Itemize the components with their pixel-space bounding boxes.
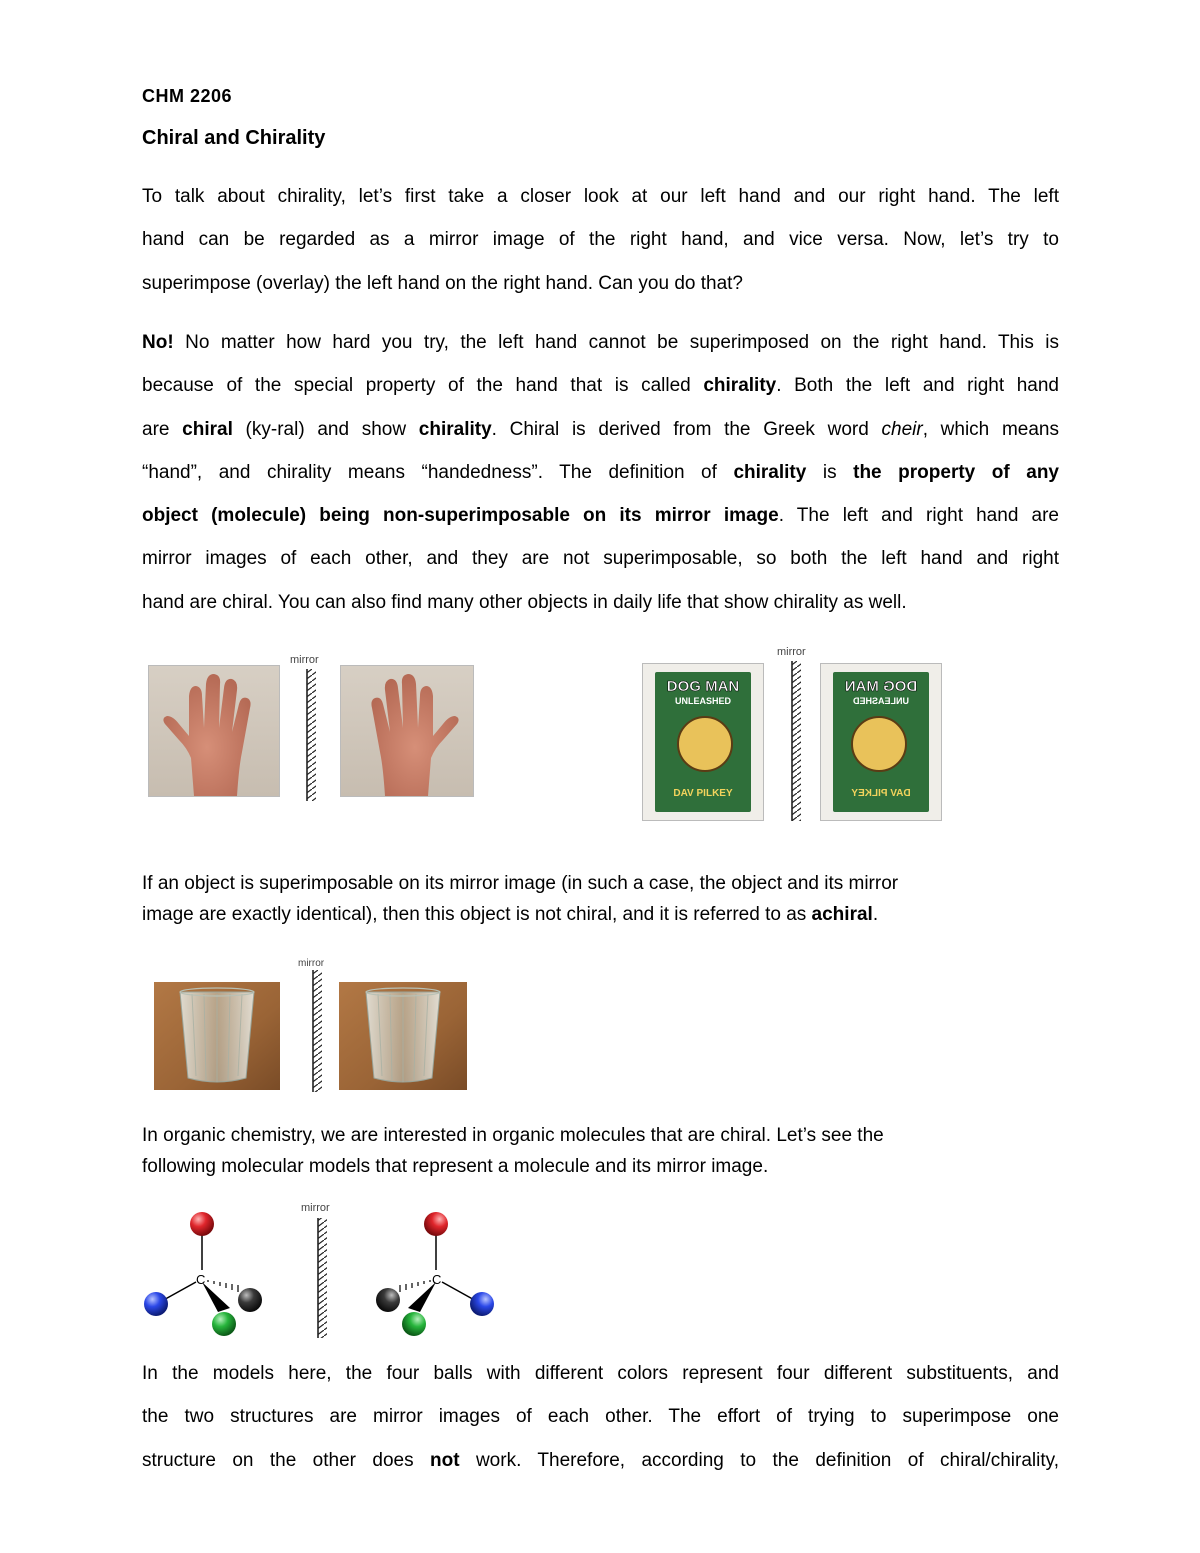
mirror-line-books bbox=[789, 661, 801, 821]
black-ball-right bbox=[376, 1288, 400, 1312]
organic-molecules-paragraph bbox=[142, 1120, 1059, 1182]
blue-ball-right bbox=[470, 1292, 494, 1316]
def-line-1: No! No matter how hard you try, the left hand cannot be superimposed on the right hand. This is bbox=[142, 332, 1059, 353]
achiral-paragraph bbox=[142, 868, 1059, 930]
red-ball-right bbox=[424, 1212, 448, 1236]
mirrored-book-cover bbox=[833, 672, 929, 812]
green-ball-right bbox=[402, 1312, 426, 1336]
mirrored-book-subtitle: UNLEASHED bbox=[853, 696, 910, 706]
black-ball-left bbox=[238, 1288, 262, 1312]
book-title: DOG MAN bbox=[666, 678, 740, 695]
def-line-4: “hand”, and chirality means “handedness”. The definition of chirality is the property of any bbox=[142, 461, 1059, 483]
mirrored-glass-photo bbox=[339, 982, 467, 1090]
mirrored-book-photo bbox=[820, 663, 942, 821]
def-line-3: are chiral (ky-ral) and show chirality. Chiral is derived from the Greek word cheir, which means bbox=[142, 418, 1059, 440]
def-line-7: hand are chiral. You can also find many other objects in daily life that show chirality as well. bbox=[142, 591, 907, 613]
mirror-line-hands bbox=[304, 669, 316, 801]
no-emphasis: No! bbox=[142, 332, 174, 353]
models-line-2: the two structures are mirror images of each other. The effort of trying to superimpose one bbox=[142, 1406, 1059, 1428]
course-code: CHM 2206 bbox=[142, 86, 233, 106]
book-photo bbox=[642, 663, 764, 821]
mirrored-book-author: DAV PILKEY bbox=[851, 788, 911, 799]
molecule-drawing bbox=[140, 1198, 500, 1344]
left-hand-photo bbox=[148, 665, 280, 797]
models-line-3: structure on the other does not work. Therefore, according to the definition of chiral/chirality, bbox=[142, 1449, 1059, 1471]
books-figure bbox=[638, 643, 943, 823]
hands-figure bbox=[140, 645, 480, 805]
models-paragraph bbox=[142, 1352, 1059, 1482]
book-author: DAV PILKEY bbox=[673, 788, 733, 799]
def-line-2: because of the special property of the hand that is called chirality. Both the left and right hand bbox=[142, 375, 1059, 397]
intro-line-1: To talk about chirality, let’s first take a closer look at our left hand and our right hand. The left bbox=[142, 186, 1059, 207]
intro-line-3: superimpose (overlay) the left hand on the right hand. Can you do that? bbox=[142, 272, 743, 294]
mirror-label-glasses: mirror bbox=[298, 958, 325, 969]
carbon-label-left: C bbox=[196, 1272, 206, 1287]
red-ball-left bbox=[190, 1212, 214, 1236]
glasses-figure bbox=[150, 956, 472, 1096]
carbon-label-right: C bbox=[432, 1272, 442, 1287]
mirrored-book-title: DOG MAN bbox=[844, 678, 918, 695]
mirror-line-glasses bbox=[310, 970, 322, 1092]
achiral-line-1: If an object is superimposable on its mirror image (in such a case, the object and its mirror bbox=[142, 873, 899, 894]
mirror-label-hands: mirror bbox=[290, 654, 319, 666]
mirror-label-molecules: mirror bbox=[301, 1202, 330, 1214]
book-character bbox=[677, 716, 733, 772]
page-title: Chiral and Chirality bbox=[142, 127, 326, 149]
organic-line-1: In organic chemistry, we are interested in organic molecules that are chiral. Let’s see the bbox=[142, 1125, 884, 1146]
molecule-figure bbox=[140, 1198, 500, 1344]
blue-ball-left bbox=[144, 1292, 168, 1316]
def-line-5: object (molecule) being non-superimposable on its mirror image. The left and right hand are bbox=[142, 505, 1059, 527]
molecule-left bbox=[144, 1212, 262, 1336]
book-subtitle: UNLEASHED bbox=[674, 696, 731, 706]
def-line-6: mirror images of each other, and they are not superimposable, so both the left hand and right bbox=[142, 548, 1059, 570]
mirror-label-books: mirror bbox=[777, 646, 806, 658]
models-line-1: In the models here, the four balls with different colors represent four different substituents, and bbox=[142, 1363, 1059, 1384]
chirality-definition-paragraph bbox=[142, 321, 1059, 624]
right-hand-photo bbox=[340, 665, 474, 797]
intro-paragraph bbox=[142, 175, 1059, 305]
organic-line-2: following molecular models that represent a molecule and its mirror image. bbox=[142, 1156, 769, 1177]
mirrored-book-character bbox=[851, 716, 907, 772]
intro-line-2: hand can be regarded as a mirror image of the right hand, and vice versa. Now, let’s try to bbox=[142, 229, 1059, 251]
green-ball-left bbox=[212, 1312, 236, 1336]
achiral-line-2: image are exactly identical), then this object is not chiral, and it is referred to as achiral. bbox=[142, 904, 879, 925]
glass-photo bbox=[154, 982, 280, 1090]
book-cover bbox=[655, 672, 751, 812]
